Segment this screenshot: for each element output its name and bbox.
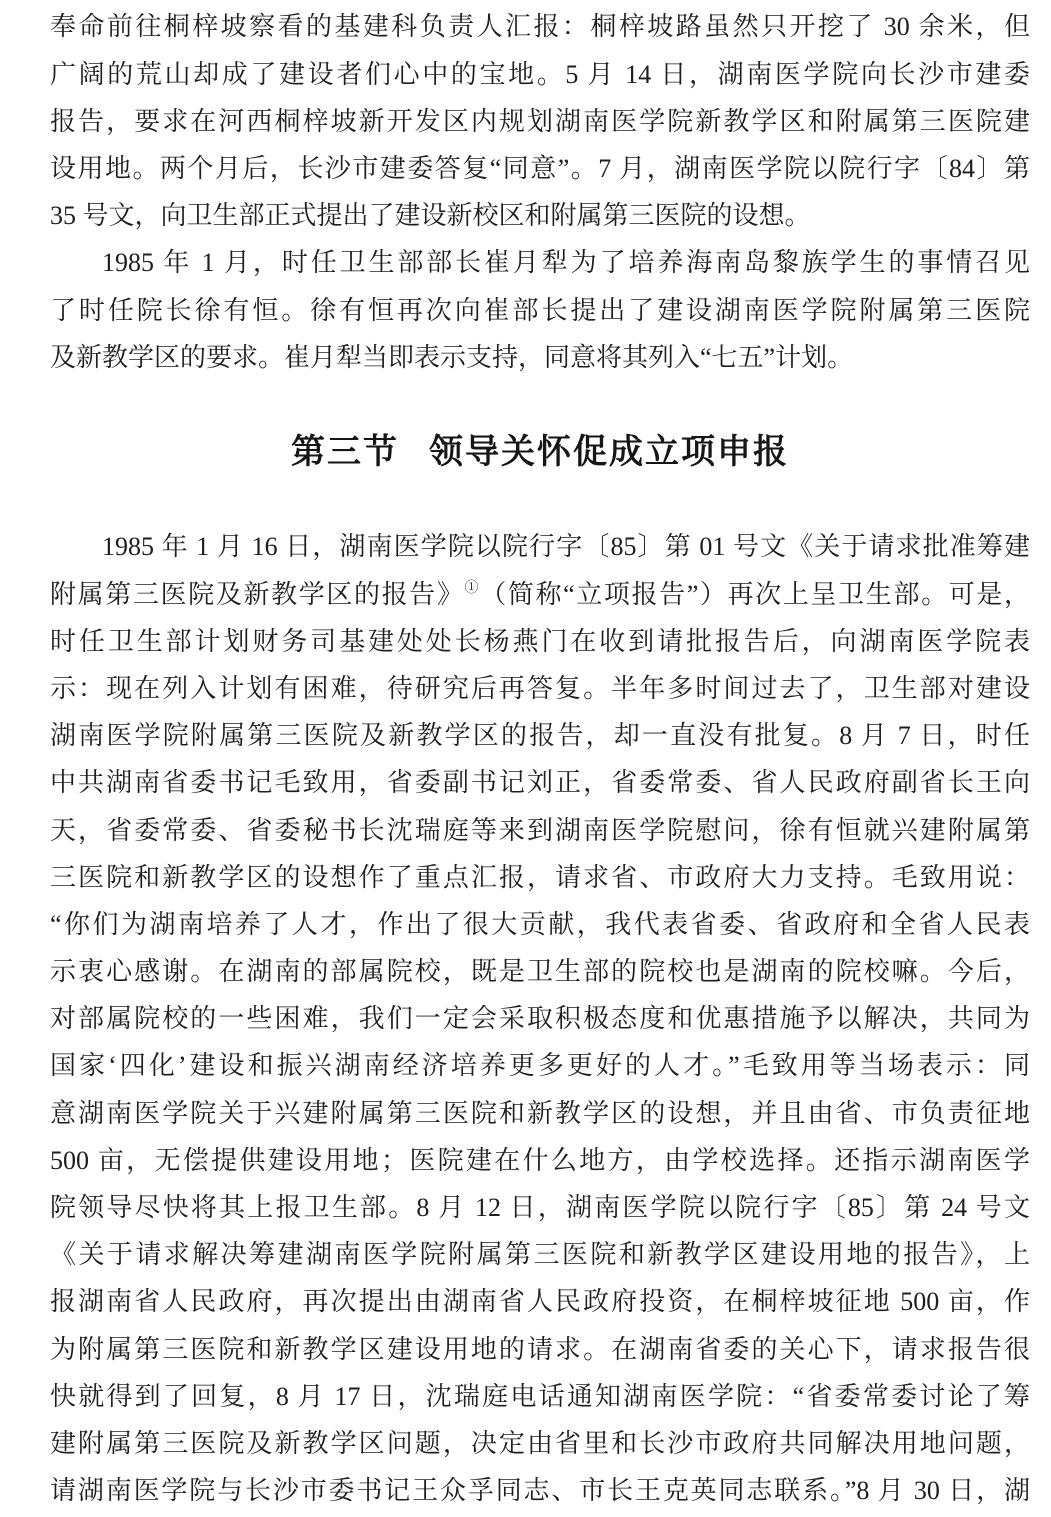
body-line: 广阔的荒山却成了建设者们心中的宝地。5 月 14 日，湖南医学院向长沙市建委: [50, 59, 1030, 89]
body-line: 示衷心感谢。在湖南的部属院校，既是卫生部的院校也是湖南的院校嘛。今后，: [50, 957, 1030, 987]
section-number: 第三节: [291, 434, 399, 471]
body-line: 1985 年 1 月 16 日，湖南医学院以院行字〔85〕第 01 号文《关于请求批准筹建: [102, 532, 1030, 562]
paragraph: [50, 523, 1030, 1514]
text-block-top: [50, 3, 1030, 381]
body-line: 请湖南医学院与长沙市委书记王众孚同志、市长王克英同志联系。”8 月 30 日，湖: [50, 1476, 1030, 1506]
body-line: 35 号文，向卫生部正式提出了建设新校区和附属第三医院的设想。: [50, 201, 811, 231]
body-line: 及新教学区的要求。崔月犁当即表示支持，同意将其列入“七五”计划。: [50, 342, 854, 372]
body-line: “你们为湖南培养了人才，作出了很大贡献，我代表省委、省政府和全省人民表: [50, 909, 1030, 939]
text-block-bottom: [50, 523, 1030, 1514]
section-heading: [50, 428, 1030, 478]
body-line: 奉命前往桐梓坡察看的基建科负责人汇报：桐梓坡路虽然只开挖了 30 余米，但: [50, 12, 1030, 42]
body-line: 报告，要求在河西桐梓坡新开发区内规划湖南医学院新教学区和附属第三医院建: [50, 106, 1030, 136]
body-line: 1985 年 1 月，时任卫生部部长崔月犁为了培养海南岛黎族学生的事情召见: [102, 248, 1030, 278]
body-line: 对部属院校的一些困难，我们一定会采取积极态度和优惠措施予以解决，共同为: [50, 1004, 1030, 1034]
body-line: 建附属第三医院及新教学区问题，决定由省里和长沙市政府共同解决用地问题，: [50, 1428, 1030, 1458]
body-line: 了时任院长徐有恒。徐有恒再次向崔部长提出了建设湖南医学院附属第三医院: [50, 295, 1030, 325]
body-line: 意湖南医学院关于兴建附属第三医院和新教学区的设想，并且由省、市负责征地: [50, 1098, 1030, 1128]
body-line: 院领导尽快将其上报卫生部。8 月 12 日，湖南医学院以院行字〔85〕第 24 号文: [50, 1193, 1030, 1223]
body-line: 示：现在列入计划有困难，待研究后再答复。半年多时间过去了，卫生部对建设: [50, 673, 1030, 703]
line-text: （简称“立项报告”）再次上呈卫生部。可是，: [480, 579, 1030, 609]
line-text: 附属第三医院及新教学区的报告》: [50, 579, 465, 609]
body-line: 国家‘四化’建设和振兴湖南经济培养更多更好的人才。”毛致用等当场表示：同: [50, 1051, 1030, 1081]
paragraph: [50, 239, 1030, 381]
body-line: 设用地。两个月后，长沙市建委答复“同意”。7 月，湖南医学院以院行字〔84〕第: [50, 153, 1030, 183]
body-line: 中共湖南省委书记毛致用，省委副书记刘正，省委常委、省人民政府副省长王向: [50, 768, 1030, 798]
body-line: [50, 571, 1030, 618]
body-line: 为附属第三医院和新教学区建设用地的请求。在湖南省委的关心下，请求报告很: [50, 1334, 1030, 1364]
body-line: 天，省委常委、省委秘书长沈瑞庭等来到湖南医学院慰问，徐有恒就兴建附属第: [50, 815, 1030, 845]
body-line: 报湖南省人民政府，再次提出由湖南省人民政府投资，在桐梓坡征地 500 亩，作: [50, 1287, 1030, 1317]
body-line: 500 亩，无偿提供建设用地；医院建在什么地方，由学校选择。还指示湖南医学: [50, 1145, 1030, 1175]
body-line: 湖南医学院附属第三医院及新教学区的报告，却一直没有批复。8 月 7 日，时任: [50, 721, 1030, 751]
body-line: 时任卫生部计划财务司基建处处长杨燕门在收到请批报告后，向湖南医学院表: [50, 626, 1030, 656]
body-line: 《关于请求解决筹建湖南医学院附属第三医院和新教学区建设用地的报告》，上: [50, 1240, 1030, 1270]
paragraph-continued: [50, 3, 1030, 239]
body-line: 三医院和新教学区的设想作了重点汇报，请求省、市政府大力支持。毛致用说：: [50, 862, 1030, 892]
section-title: 领导关怀促成立项申报: [429, 434, 789, 471]
footnote-marker: ①: [464, 580, 481, 596]
body-line: 快就得到了回复，8 月 17 日，沈瑞庭电话通知湖南医学院：“省委常委讨论了筹: [50, 1381, 1030, 1411]
